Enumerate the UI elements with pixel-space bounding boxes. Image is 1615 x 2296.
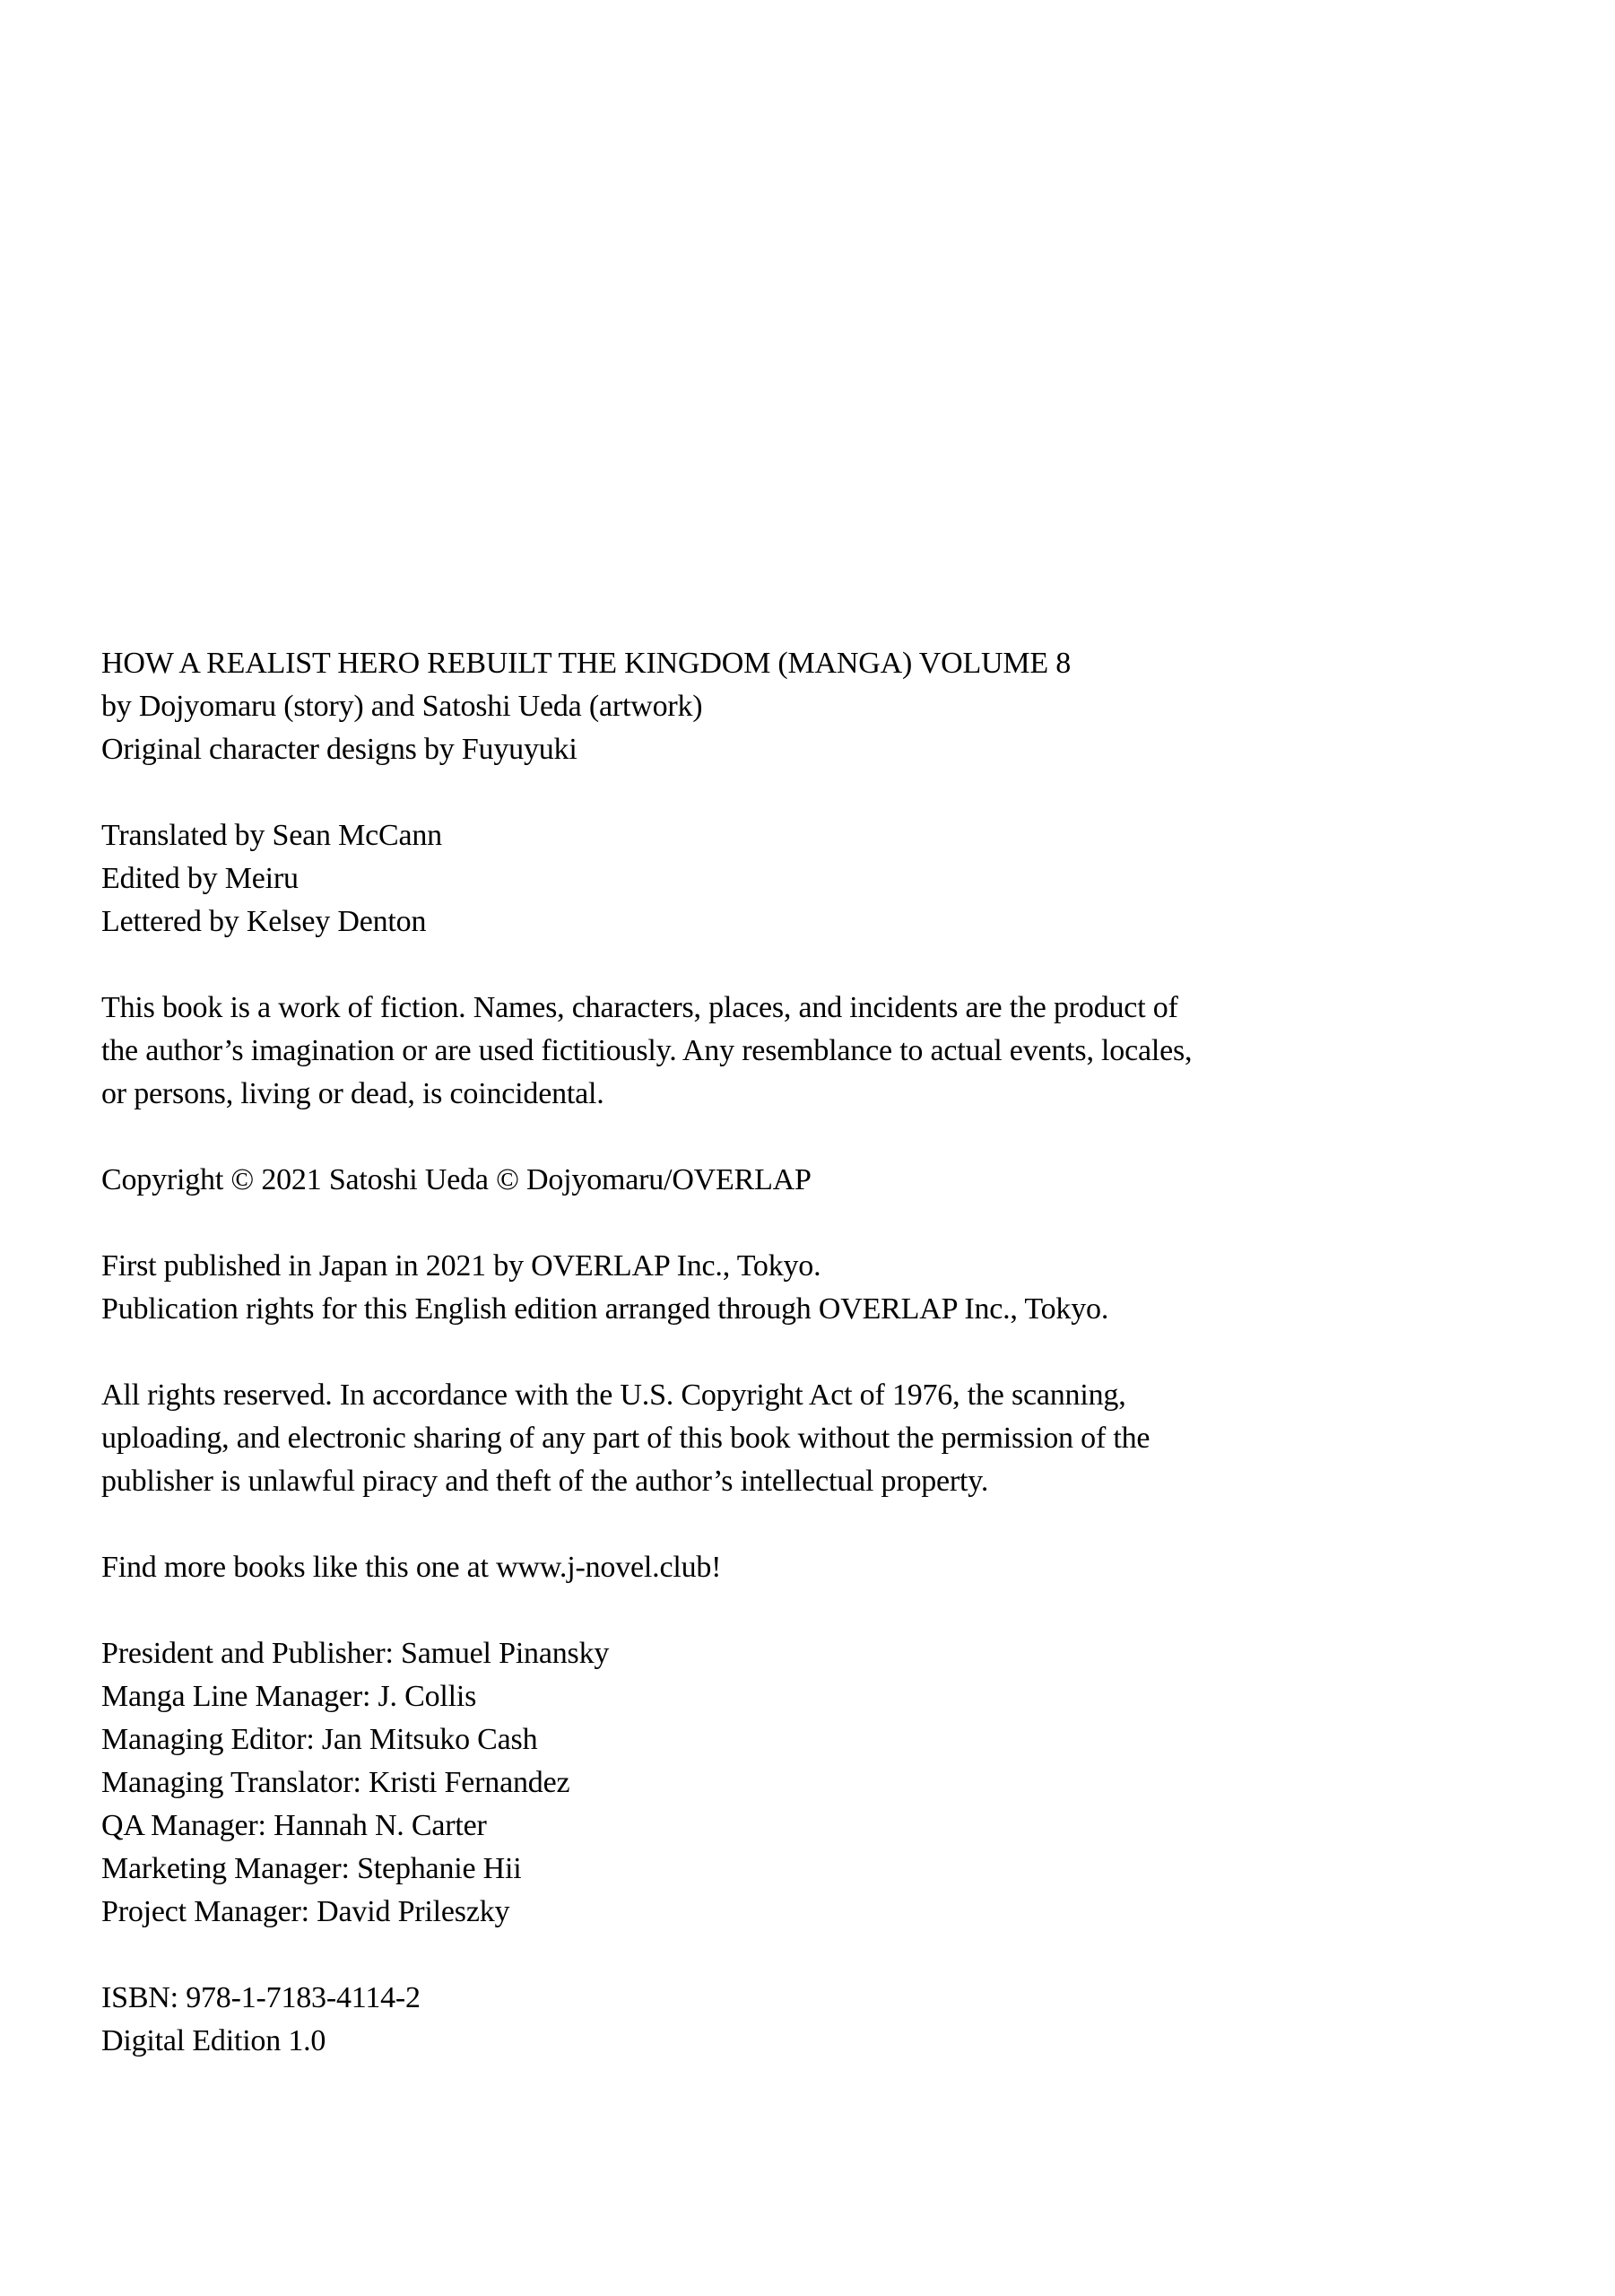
text-line: Project Manager: David Prileszky — [101, 1895, 510, 1928]
text-line: First published in Japan in 2021 by OVERLAP Inc., Tokyo. — [101, 1249, 821, 1283]
text-line: by Dojyomaru (story) and Satoshi Ueda (artwork) — [101, 690, 703, 723]
text-line: QA Manager: Hannah N. Carter — [101, 1809, 487, 1842]
text-line: Managing Translator: Kristi Fernandez — [101, 1766, 570, 1799]
text-line: or persons, living or dead, is coincidental. — [101, 1077, 604, 1110]
text-line: Translated by Sean McCann — [101, 819, 442, 852]
title-block — [101, 642, 1500, 771]
fiction-disclaimer — [101, 987, 1500, 1116]
text-line: All rights reserved. In accordance with the U.S. Copyright Act of 1976, the scanning, — [101, 1378, 1126, 1412]
text-line: Copyright © 2021 Satoshi Ueda © Dojyomaru/OVERLAP — [101, 1163, 812, 1196]
publication-info — [101, 1245, 1500, 1331]
text-line: publisher is unlawful piracy and theft of the author’s intellectual property. — [101, 1465, 989, 1498]
text-line: ISBN: 978-1-7183-4114-2 — [101, 1981, 421, 2014]
text-line: Lettered by Kelsey Denton — [101, 905, 427, 938]
text-line: President and Publisher: Samuel Pinansky — [101, 1637, 610, 1670]
text-line: uploading, and electronic sharing of any part of this book without the permission of the — [101, 1422, 1150, 1455]
text-line: This book is a work of fiction. Names, characters, places, and incidents are the product of — [101, 991, 1178, 1024]
find-more-books — [101, 1546, 1500, 1589]
rights-reserved-notice — [101, 1374, 1500, 1503]
text-line: Digital Edition 1.0 — [101, 2024, 326, 2057]
text-line: Original character designs by Fuyuyuki — [101, 733, 577, 766]
text-line: Manga Line Manager: J. Collis — [101, 1680, 477, 1713]
staff-credits — [101, 814, 1500, 944]
edition-info — [101, 1977, 1500, 2063]
text-line: the author’s imagination or are used fictitiously. Any resemblance to actual events, locales, — [101, 1034, 1193, 1067]
colophon-text-block — [101, 642, 1500, 2106]
text-line: Marketing Manager: Stephanie Hii — [101, 1852, 522, 1885]
copyright-notice — [101, 1159, 1500, 1202]
text-line: HOW A REALIST HERO REBUILT THE KINGDOM (MANGA) VOLUME 8 — [101, 647, 1072, 680]
text-line: Managing Editor: Jan Mitsuko Cash — [101, 1723, 538, 1756]
publisher-staff-list — [101, 1632, 1500, 1934]
text-line: Publication rights for this English edition arranged through OVERLAP Inc., Tokyo. — [101, 1292, 1109, 1326]
text-line: Find more books like this one at www.j-novel.club! — [101, 1551, 722, 1584]
text-line: Edited by Meiru — [101, 862, 299, 895]
